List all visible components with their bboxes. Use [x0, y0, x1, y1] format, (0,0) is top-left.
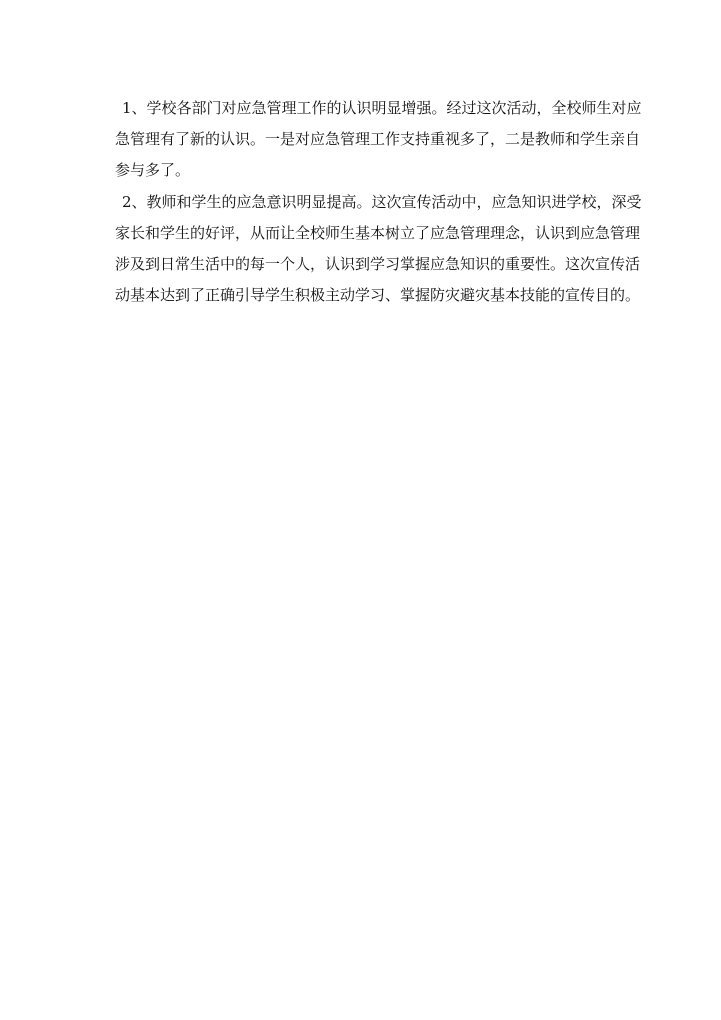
paragraph-2-line-1: 2、教师和学生的应急意识明显提高。这次宣传活动中，应急知识进学校，深受 — [122, 193, 642, 211]
paragraph-1-line-1: 1、学校各部门对应急管理工作的认识明显增强。经过这次活动，全校师生对应 — [122, 99, 642, 117]
paragraph-2-line-3: 涉及到日常生活中的每一个人，认识到学习掌握应急知识的重要性。这次宣传活 — [115, 255, 641, 273]
paragraph-1-line-3: 参与多了。 — [115, 161, 191, 179]
paragraph-1 — [110, 93, 642, 186]
paragraph-1-line-2: 急管理有了新的认识。一是对应急管理工作支持重视多了，二是教师和学生亲自 — [115, 130, 641, 148]
paragraph-2-line-4: 动基本达到了正确引导学生积极主动学习、掌握防灾避灾基本技能的宣传目的。 — [115, 286, 641, 304]
paragraph-2 — [110, 187, 642, 311]
paragraph-2-line-2: 家长和学生的好评，从而让全校师生基本树立了应急管理理念，认识到应急管理 — [115, 224, 641, 242]
document-body — [110, 93, 642, 312]
